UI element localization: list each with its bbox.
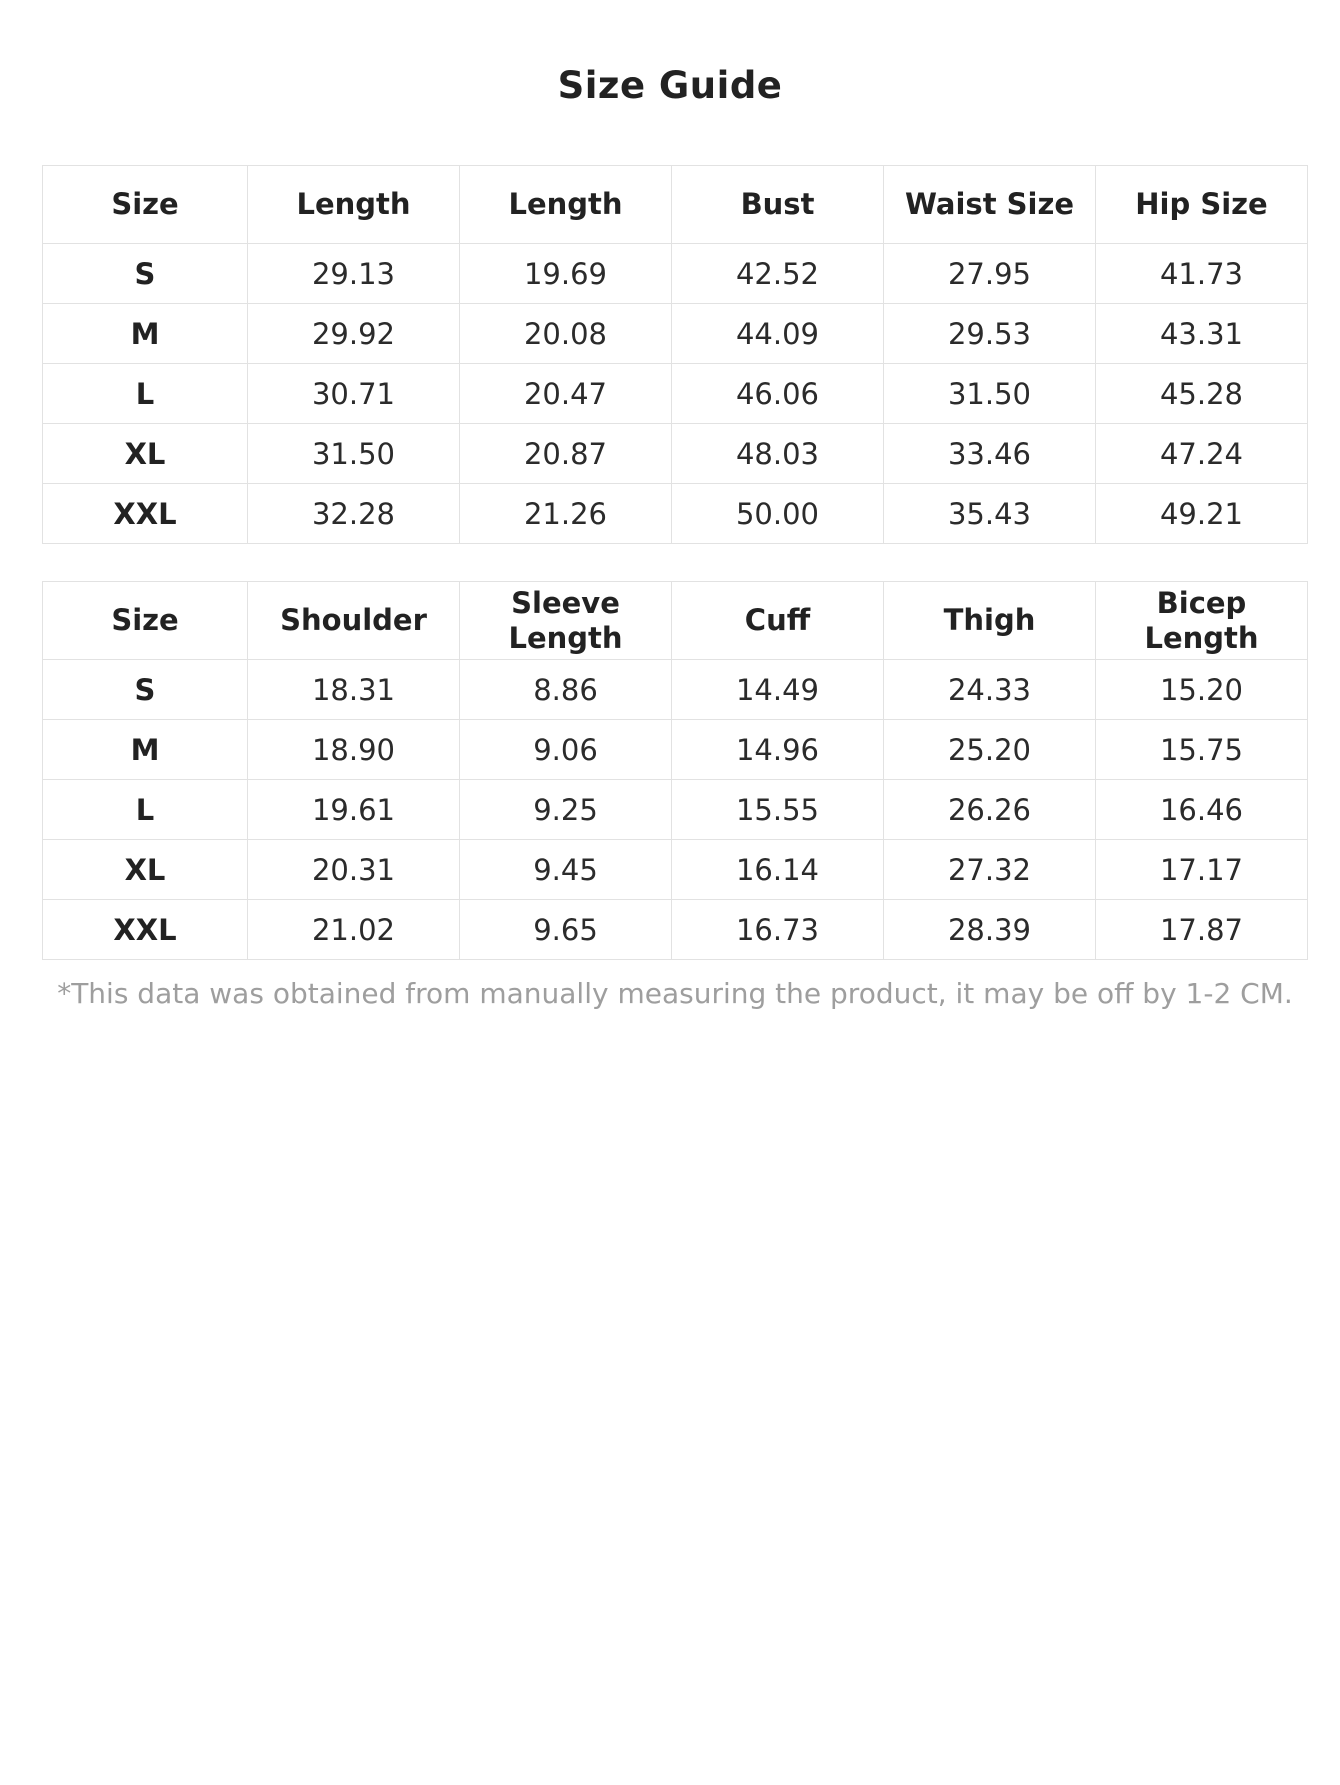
measurement-value: 25.20 bbox=[884, 720, 1096, 780]
measurement-value: 9.45 bbox=[460, 840, 672, 900]
size-label: XL bbox=[43, 424, 248, 484]
measurement-value: 27.95 bbox=[884, 244, 1096, 304]
size-label: L bbox=[43, 364, 248, 424]
measurement-value: 48.03 bbox=[672, 424, 884, 484]
measurement-value: 43.31 bbox=[1096, 304, 1308, 364]
measurement-value: 31.50 bbox=[884, 364, 1096, 424]
measurement-value: 50.00 bbox=[672, 484, 884, 544]
page-title: Size Guide bbox=[557, 64, 783, 107]
column-header: Length bbox=[248, 166, 460, 244]
body-measurements-table bbox=[42, 165, 1308, 544]
measurement-value: 16.46 bbox=[1096, 780, 1308, 840]
header-row bbox=[43, 166, 1308, 244]
column-header: Bicep Length bbox=[1096, 582, 1308, 660]
measurement-value: 21.26 bbox=[460, 484, 672, 544]
table-row bbox=[43, 660, 1308, 720]
column-header: Sleeve Length bbox=[460, 582, 672, 660]
table-row bbox=[43, 244, 1308, 304]
table-row bbox=[43, 364, 1308, 424]
measurement-value: 9.65 bbox=[460, 900, 672, 960]
measurement-value: 20.31 bbox=[248, 840, 460, 900]
measurement-value: 20.08 bbox=[460, 304, 672, 364]
measurement-value: 46.06 bbox=[672, 364, 884, 424]
measurement-value: 26.26 bbox=[884, 780, 1096, 840]
measurement-value: 44.09 bbox=[672, 304, 884, 364]
measurement-value: 9.25 bbox=[460, 780, 672, 840]
measurement-value: 49.21 bbox=[1096, 484, 1308, 544]
size-label: S bbox=[43, 660, 248, 720]
measurement-value: 32.28 bbox=[248, 484, 460, 544]
table-row bbox=[43, 900, 1308, 960]
measurement-value: 20.47 bbox=[460, 364, 672, 424]
measurement-value: 35.43 bbox=[884, 484, 1096, 544]
measurement-value: 18.31 bbox=[248, 660, 460, 720]
column-header: Bust bbox=[672, 166, 884, 244]
measurement-value: 31.50 bbox=[248, 424, 460, 484]
measurement-value: 28.39 bbox=[884, 900, 1096, 960]
measurement-value: 45.28 bbox=[1096, 364, 1308, 424]
size-label: M bbox=[43, 720, 248, 780]
size-label: L bbox=[43, 780, 248, 840]
measurement-value: 29.53 bbox=[884, 304, 1096, 364]
measurement-value: 42.52 bbox=[672, 244, 884, 304]
measurement-value: 18.90 bbox=[248, 720, 460, 780]
column-header: Thigh bbox=[884, 582, 1096, 660]
column-header: Size bbox=[43, 582, 248, 660]
measurement-value: 19.69 bbox=[460, 244, 672, 304]
column-header: Length bbox=[460, 166, 672, 244]
measurement-value: 15.55 bbox=[672, 780, 884, 840]
measurement-value: 30.71 bbox=[248, 364, 460, 424]
table-row bbox=[43, 304, 1308, 364]
measurement-value: 29.92 bbox=[248, 304, 460, 364]
measurement-value: 15.75 bbox=[1096, 720, 1308, 780]
measurement-value: 29.13 bbox=[248, 244, 460, 304]
measurement-value: 17.87 bbox=[1096, 900, 1308, 960]
measurement-value: 9.06 bbox=[460, 720, 672, 780]
table-row bbox=[43, 780, 1308, 840]
measurement-disclaimer: *This data was obtained from manually measuring the product, it may be off by 1-2 CM. bbox=[57, 977, 1293, 1010]
sleeve-measurements-table bbox=[42, 581, 1308, 960]
measurement-value: 33.46 bbox=[884, 424, 1096, 484]
measurement-value: 20.87 bbox=[460, 424, 672, 484]
table-row bbox=[43, 424, 1308, 484]
measurement-value: 47.24 bbox=[1096, 424, 1308, 484]
header-row bbox=[43, 582, 1308, 660]
column-header: Size bbox=[43, 166, 248, 244]
measurement-value: 8.86 bbox=[460, 660, 672, 720]
column-header: Waist Size bbox=[884, 166, 1096, 244]
size-label: XXL bbox=[43, 484, 248, 544]
column-header: Cuff bbox=[672, 582, 884, 660]
table-row bbox=[43, 840, 1308, 900]
size-label: M bbox=[43, 304, 248, 364]
column-header: Hip Size bbox=[1096, 166, 1308, 244]
measurement-value: 16.14 bbox=[672, 840, 884, 900]
size-label: S bbox=[43, 244, 248, 304]
measurement-value: 17.17 bbox=[1096, 840, 1308, 900]
measurement-value: 21.02 bbox=[248, 900, 460, 960]
size-label: XL bbox=[43, 840, 248, 900]
measurement-value: 15.20 bbox=[1096, 660, 1308, 720]
measurement-value: 27.32 bbox=[884, 840, 1096, 900]
table-row bbox=[43, 484, 1308, 544]
measurement-value: 19.61 bbox=[248, 780, 460, 840]
measurement-value: 16.73 bbox=[672, 900, 884, 960]
size-label: XXL bbox=[43, 900, 248, 960]
column-header: Shoulder bbox=[248, 582, 460, 660]
measurement-value: 24.33 bbox=[884, 660, 1096, 720]
measurement-value: 14.96 bbox=[672, 720, 884, 780]
measurement-value: 41.73 bbox=[1096, 244, 1308, 304]
table-row bbox=[43, 720, 1308, 780]
measurement-value: 14.49 bbox=[672, 660, 884, 720]
